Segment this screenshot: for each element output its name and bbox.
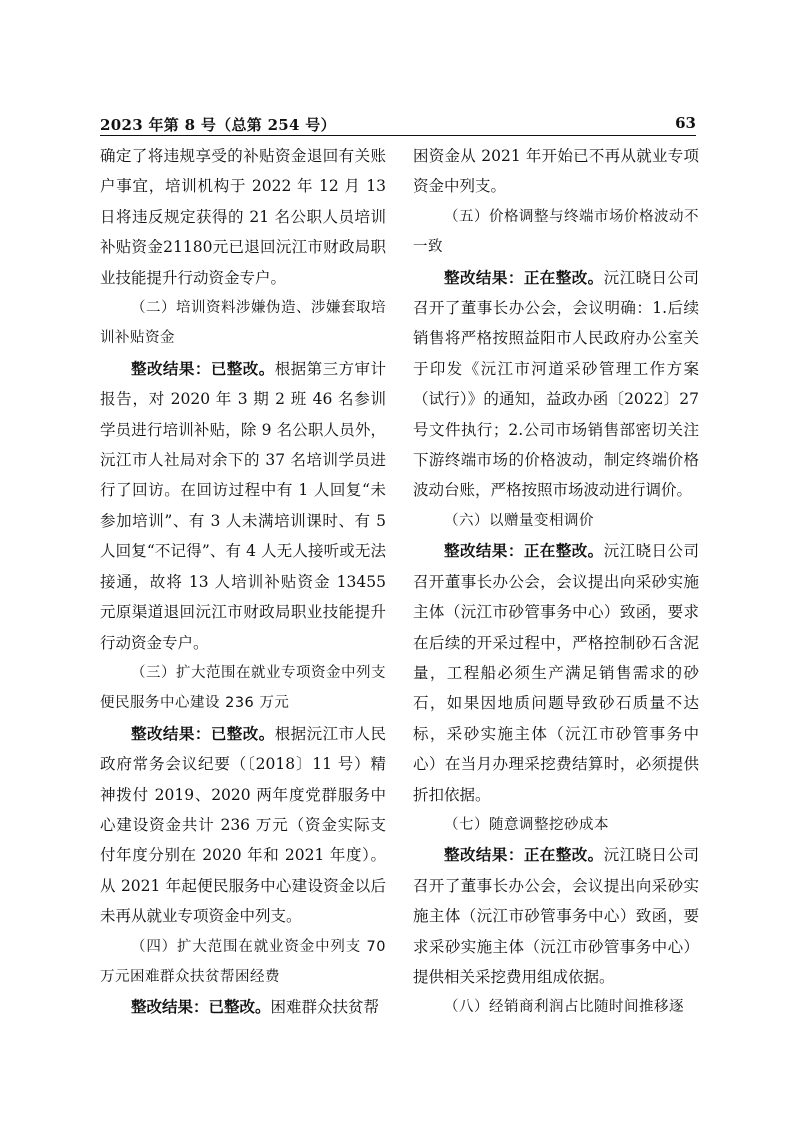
section-heading: （六）以赠量变相调价	[444, 512, 594, 529]
paragraph	[100, 354, 386, 658]
section-heading: （二）培训资料涉嫌伪造、涉嫌套取培训补贴资金	[100, 300, 386, 347]
section-heading: （八）经销商利润占比随时间推移逐	[444, 999, 684, 1016]
left-column	[100, 141, 386, 1023]
right-column	[413, 141, 699, 1023]
result-label: 整改结果：已整改。	[131, 724, 275, 743]
paragraph-text: 沅江晓日公司召开了董事长办公会，会议提出向采砂实施主体（沅江市砂管事务中心）致函，要求采砂实施主体（沅江市砂管事务中心）提供相关采挖费用组成依据。	[413, 846, 699, 986]
paragraph-text: 沅江晓日公司召开董事长办公会，会议提出向采砂实施主体（沅江市砂管事务中心）致函，要求在后续的开采过程中，严格控制砂石含泥量，工程船必须生产满足销售需求的砂石，如果因地质问题导致砂石质量不达标，采砂实施主体（沅江市砂管事务中心）在当月办理采挖费结算时，必须提供折扣依据。	[413, 542, 699, 804]
paragraph	[413, 840, 699, 992]
paragraph-text: 困难群众扶贫帮	[270, 998, 380, 1017]
running-header	[100, 114, 696, 136]
result-label: 整改结果：已整改。	[131, 359, 275, 378]
section-heading: （四）扩大范围在就业资金中列支 70 万元困难群众扶贫帮困经费	[100, 938, 386, 985]
paragraph-text: 沅江晓日公司召开了董事长办公会，会议明确：1.后续销售将严格按照益阳市人民政府办公室关于印发《沅江市河道采砂管理工作方案（试行）》的通知，益政办函〔2022〕27 号文件执行；2.公司市场销售部密切关注下游终端市场的价格波动，制定终端价格波动台账，严格按照市场波动进行调价。	[413, 268, 699, 500]
section-heading: （五）价格调整与终端市场价格波动不一致	[413, 208, 699, 256]
section-heading: （七）随意调整挖砂成本	[444, 816, 609, 833]
paragraph	[413, 536, 699, 810]
result-label: 整改结果：正在整改。	[444, 268, 604, 287]
issue-label: 2023 年第 8 号（总第 254 号）	[100, 116, 336, 134]
page-number: 63	[675, 114, 696, 132]
paragraph: 确定了将违规享受的补贴资金退回有关账户事宜，培训机构于 2022 年 12 月 13 日将违反规定获得的 21 名公职人员培训补贴资金21180元已退回沅江市财政局职业技能提升行动资金专户。	[100, 147, 386, 287]
paragraph-text: 根据第三方审计报告，对 2020 年 3 期 2 班 46 名参训学员进行培训补贴，除 9 名公职人员外，沅江市人社局对余下的 37 名培训学员进行了回访。在回访过程中有 1 人回复“未参加培训”、有 3 人未满培训课时、有 5 人回复“不记得”、有 4 人无人接听或无法接通，故将 13 人培训补贴资金 13455 元原渠道退回沅江市财政局职业技能提升行动资金专户。	[100, 359, 386, 652]
result-label: 整改结果：正在整改。	[444, 542, 604, 561]
paragraph	[413, 263, 699, 506]
result-label: 整改结果：正在整改。	[444, 846, 604, 865]
section-heading: （三）扩大范围在就业专项资金中列支便民服务中心建设 236 万元	[100, 664, 386, 712]
header-rule	[100, 135, 696, 136]
paragraph-text: 根据沅江市人民政府常务会议纪要（〔2018〕11 号）精神拨付 2019、2020 两年度党群服务中心建设资金共计 236 万元（资金实际支付年度分别在 2020 年和 2021 年度）。从 2021 年起便民服务中心建设资金以后未再从就业专项资金中列支。	[100, 724, 386, 926]
paragraph	[100, 992, 386, 1022]
paragraph: 困资金从 2021 年开始已不再从就业专项资金中列支。	[413, 147, 699, 196]
paragraph	[100, 719, 386, 932]
result-label: 整改结果：已整改。	[131, 998, 271, 1017]
